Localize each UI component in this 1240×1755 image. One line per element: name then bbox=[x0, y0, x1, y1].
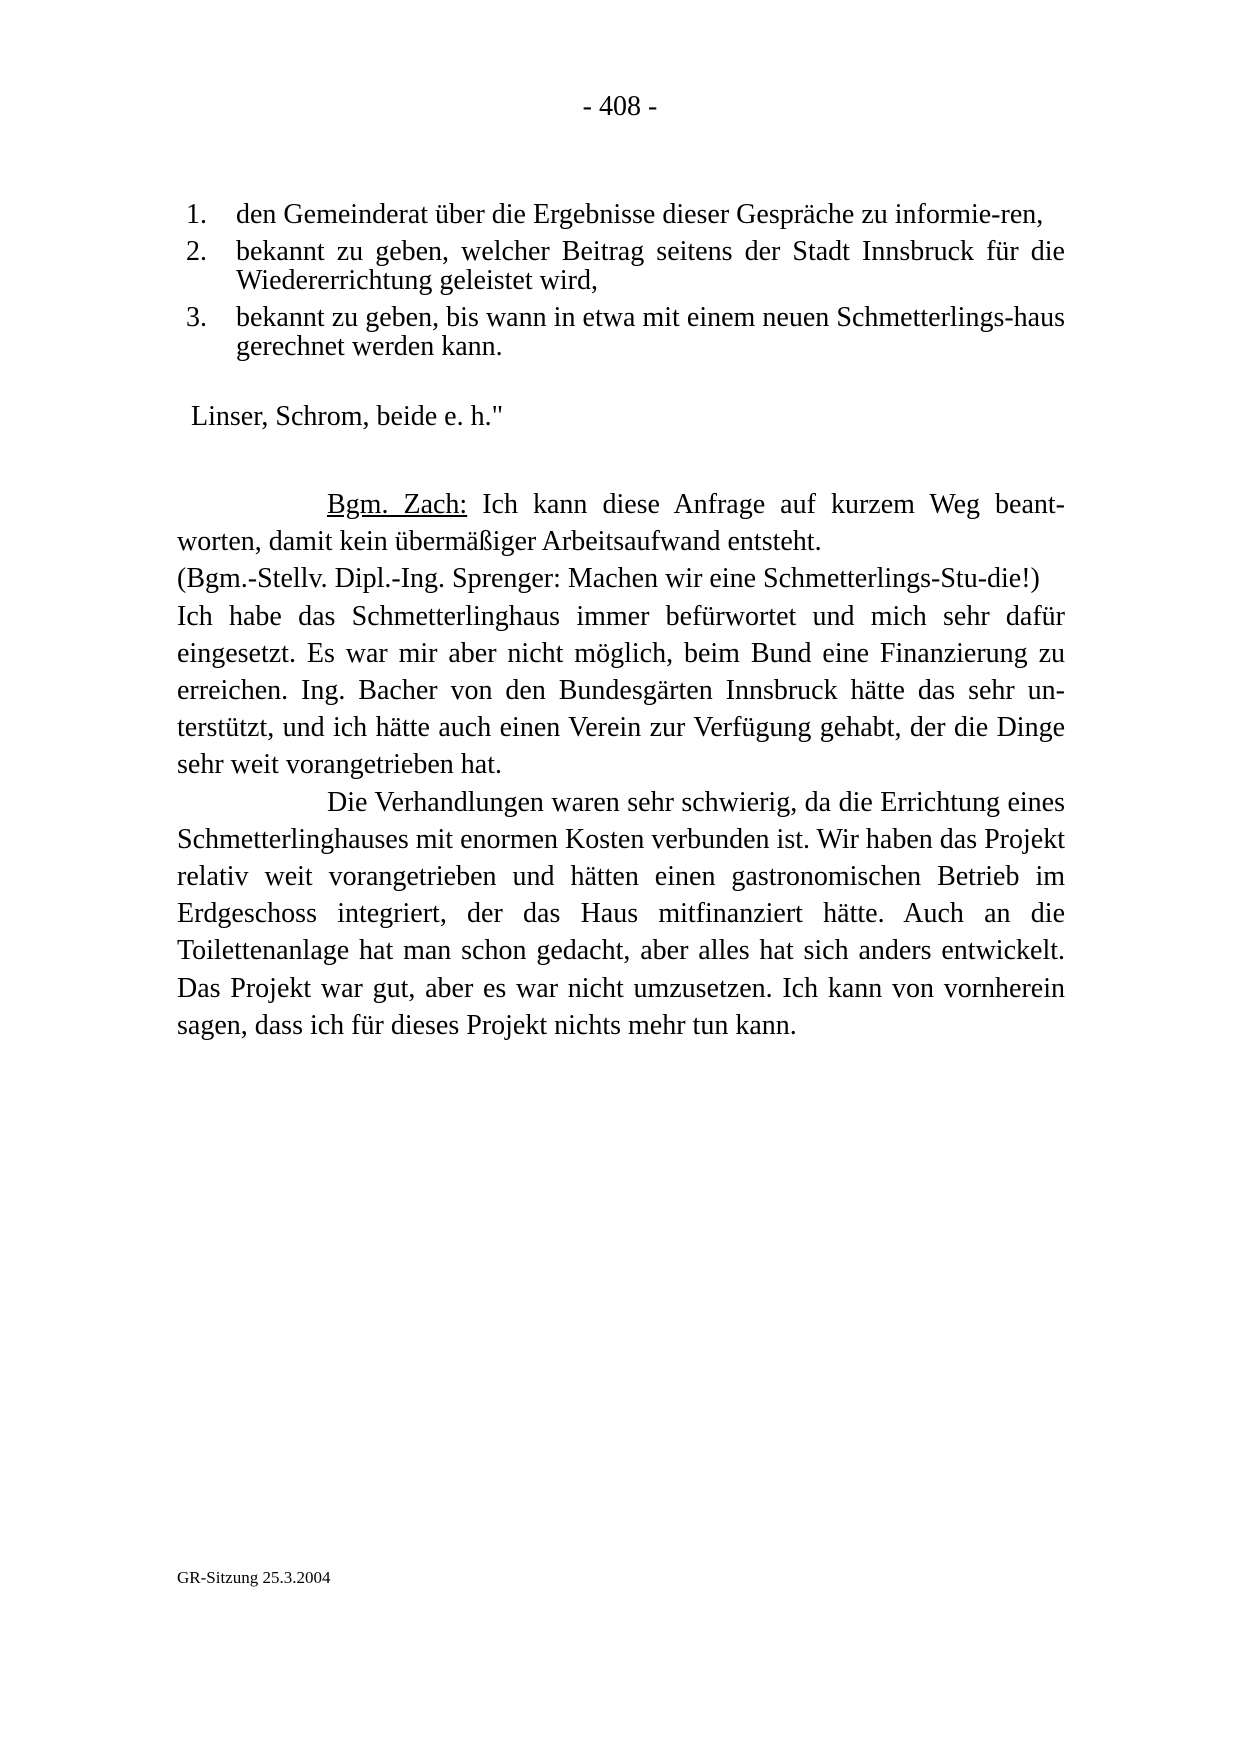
list-item-number: 2. bbox=[186, 236, 207, 267]
list-item-number: 1. bbox=[186, 199, 207, 230]
list-item-number: 3. bbox=[186, 302, 207, 333]
paragraph-text: Ich kann diese Anfrage auf kurzem Weg beant-worten, damit kein übermäßiger Arbeitsaufwand entsteht. bbox=[177, 489, 1065, 558]
list-item-text: bekannt zu geben, bis wann in etwa mit einem neuen Schmetterlings-haus gerechnet werden kann. bbox=[236, 302, 1065, 362]
body-text bbox=[177, 486, 1065, 1044]
list-item-text: den Gemeinderat über die Ergebnisse dieser Gespräche zu informie-ren, bbox=[236, 199, 1044, 230]
paragraph: Ich habe das Schmetterlinghaus immer befürwortet und mich sehr dafür eingesetzt. Es war mir aber nicht möglich, beim Bund eine Finanzierung zu erreichen. Ing. Bacher von den Bundesgärten Innsbruck hätte das sehr un-terstützt, und ich hätte auch einen Verein zur Verfügung gehabt, der die Dinge sehr weit vorangetrieben hat. bbox=[177, 600, 1065, 781]
page-number: - 408 - bbox=[582, 91, 658, 122]
list-item bbox=[180, 237, 1065, 295]
paragraph: Die Verhandlungen waren sehr schwierig, da die Errichtung eines Schmetterlinghauses mit enormen Kosten verbunden ist. Wir haben das Projekt relativ weit vorangetrieben und hätten einen gastronomischen Betrieb im Erdgeschoss integriert, der das Haus mitfinanziert hätte. Auch an die Toilettenanlage hat man schon gedacht, aber alles hat sich anders entwickelt. Das Projekt war gut, aber es war nicht umzusetzen. Ich kann von vornherein sagen, dass ich für dieses Projekt nichts mehr tun kann. bbox=[177, 786, 1065, 1041]
speaker-name: Bgm. Zach: bbox=[327, 489, 468, 520]
signature-line: Linser, Schrom, beide e. h." bbox=[191, 401, 504, 432]
interjection: (Bgm.-Stellv. Dipl.-Ing. Sprenger: Machen wir eine Schmetterlings-Stu-die!) bbox=[177, 563, 1040, 595]
paragraph-speaker bbox=[177, 486, 1065, 560]
list-item-text: bekannt zu geben, welcher Beitrag seitens der Stadt Innsbruck für die Wiedererrichtung geleistet wird, bbox=[236, 236, 1065, 296]
numbered-list bbox=[180, 200, 1065, 369]
list-item bbox=[180, 200, 1065, 229]
footer-session-date: GR-Sitzung 25.3.2004 bbox=[177, 1568, 331, 1587]
list-item bbox=[180, 303, 1065, 361]
